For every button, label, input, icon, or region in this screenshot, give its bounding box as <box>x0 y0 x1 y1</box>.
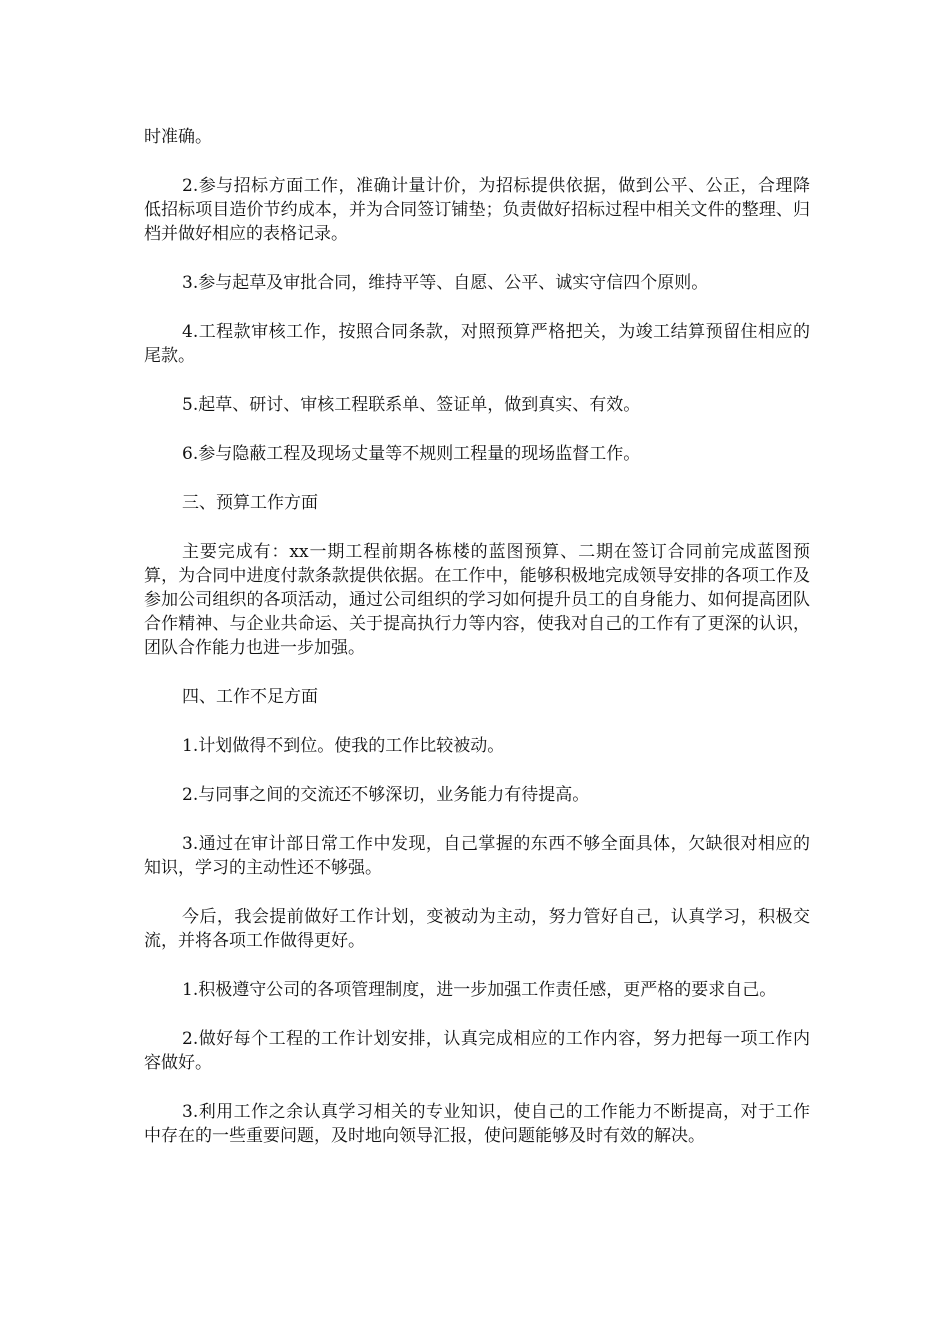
paragraph-future-plan: 今后，我会提前做好工作计划，变被动为主动，努力管好自己，认真学习，积极交流，并将各项工作做得更好。 <box>144 907 810 951</box>
paragraph-budget-summary: 主要完成有：xx一期工程前期各栋楼的蓝图预算、二期在签订合同前完成蓝图预算，为合同中进度付款条款提供依据。在工作中，能够积极地完成领导安排的各项工作及参加公司组织的各项活动，通过公司组织的学习如何提升员工的自身能力、如何提高团队合作精神、与企业共命运、关于提高执行力等内容，使我对自己的工作有了更深的认识，团队合作能力也进一步加强。 <box>144 542 810 658</box>
paragraph-plan-learning: 3.利用工作之余认真学习相关的专业知识，使自己的工作能力不断提高，对于工作中存在的一些重要问题，及时地向领导汇报，使问题能够及时有效的解决。 <box>144 1102 810 1146</box>
paragraph-shortcoming-knowledge: 3.通过在审计部日常工作中发现，自己掌握的东西不够全面具体，欠缺很对相应的知识，学习的主动性还不够强。 <box>144 834 810 878</box>
paragraph-shortcoming-planning: 1.计划做得不到位。使我的工作比较被动。 <box>182 736 505 756</box>
paragraph-bidding-work: 2.参与招标方面工作，准确计量计价，为招标提供依据，做到公平、公正，合理降低招标项目造价节约成本，并为合同签订铺垫；负责做好招标过程中相关文件的整理、归档并做好相应的表格记录。 <box>144 176 810 244</box>
paragraph-contract-drafting: 3.参与起草及审批合同，维持平等、自愿、公平、诚实守信四个原则。 <box>182 273 709 293</box>
document-body <box>144 125 810 1173</box>
section-heading-shortcomings: 四、工作不足方面 <box>182 687 318 707</box>
paragraph-contact-forms: 5.起草、研讨、审核工程联系单、签证单，做到真实、有效。 <box>182 395 641 415</box>
section-heading-budget: 三、预算工作方面 <box>182 493 318 513</box>
paragraph-continuation: 时准确。 <box>144 127 212 147</box>
paragraph-plan-rules: 1.积极遵守公司的各项管理制度，进一步加强工作责任感，更严格的要求自己。 <box>182 980 777 1000</box>
paragraph-shortcoming-communication: 2.与同事之间的交流还不够深切，业务能力有待提高。 <box>182 785 590 805</box>
paragraph-plan-schedule: 2.做好每个工程的工作计划安排，认真完成相应的工作内容，努力把每一项工作内容做好。 <box>144 1029 810 1073</box>
paragraph-site-supervision: 6.参与隐蔽工程及现场丈量等不规则工程量的现场监督工作。 <box>182 444 641 464</box>
paragraph-payment-review: 4.工程款审核工作，按照合同条款，对照预算严格把关，为竣工结算预留住相应的尾款。 <box>144 322 810 366</box>
